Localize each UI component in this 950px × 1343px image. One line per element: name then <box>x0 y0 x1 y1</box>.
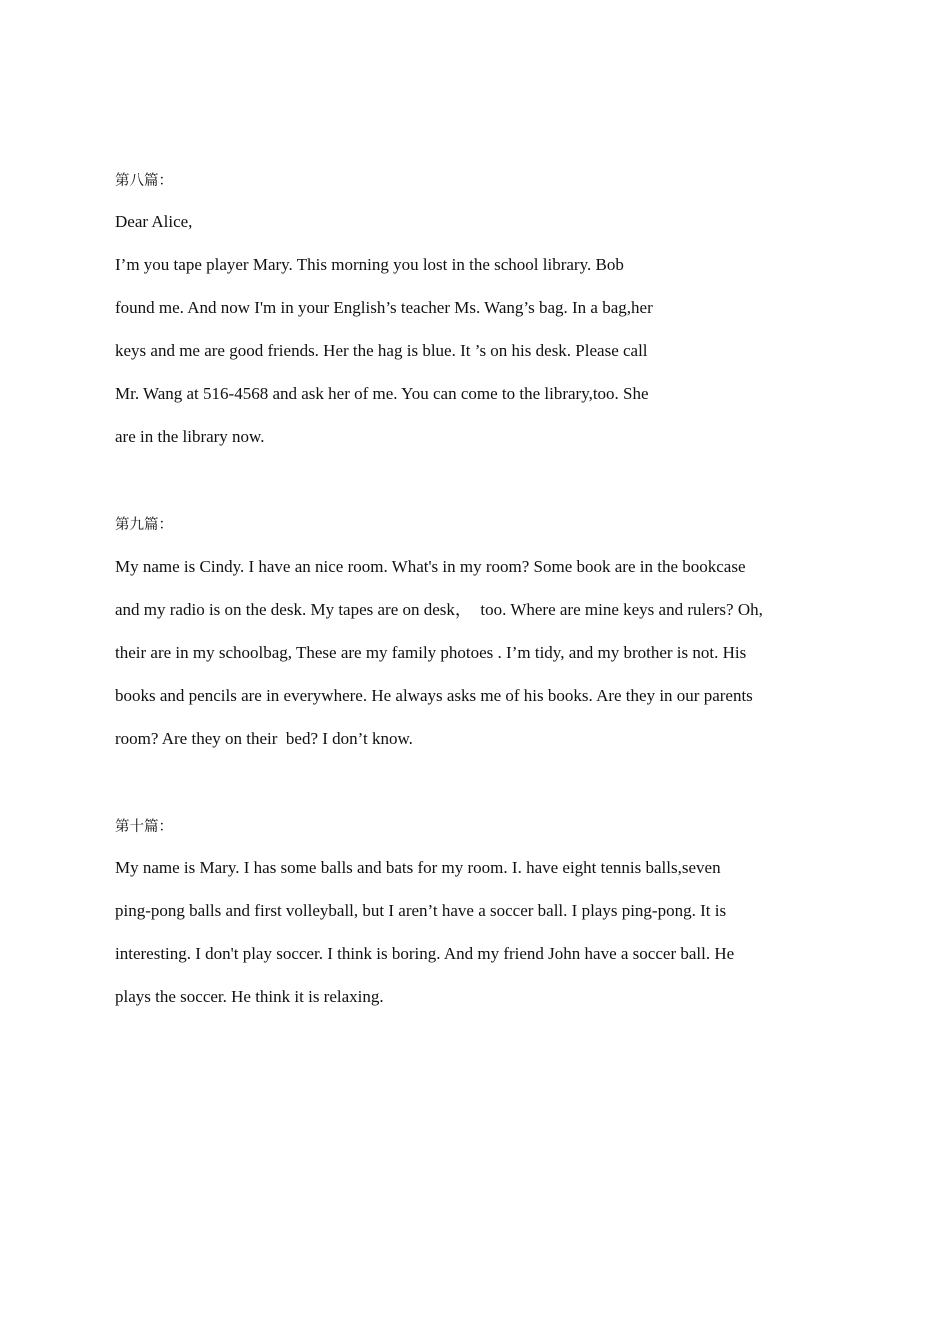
section8-line: are in the library now. <box>115 427 265 446</box>
section8-line: Mr. Wang at 516-4568 and ask her of me. You can come to the library,too. She <box>115 384 649 403</box>
section8-line: I’m you tape player Mary. This morning you lost in the school library. Bob <box>115 255 624 274</box>
section9-line: books and pencils are in everywhere. He always asks me of his books. Are they in our parents <box>115 686 753 705</box>
section10-line: ping-pong balls and first volleyball, but I aren’t have a soccer ball. I plays ping-pong. It is <box>115 901 727 920</box>
section9-line: their are in my schoolbag, These are my family photoes . I’m tidy, and my brother is not. His <box>115 643 747 662</box>
section8-line: found me. And now I'm in your English’s teacher Ms. Wang’s bag. In a bag,her <box>115 298 653 317</box>
section10-line: plays the soccer. He think it is relaxing. <box>115 987 384 1006</box>
section9-line: and my radio is on the desk. My tapes are on desk， too. Where are mine keys and rulers? Oh, <box>115 600 763 619</box>
section9-line: My name is Cindy. I have an nice room. What's in my room? Some book are in the bookcase <box>115 557 746 576</box>
section8-heading: 第八篇： <box>115 173 173 189</box>
section10-line: interesting. I don't play soccer. I think is boring. And my friend John have a soccer ball. He <box>115 944 735 963</box>
section9-heading: 第九篇： <box>115 517 173 533</box>
section8-greeting: Dear Alice, <box>115 212 193 231</box>
section10-line: My name is Mary. I has some balls and bats for my room. I. have eight tennis balls,seven <box>115 858 721 877</box>
section10-heading: 第十篇： <box>115 819 173 835</box>
section9-line: room? Are they on their bed? I don’t know. <box>115 729 413 748</box>
section8-line: keys and me are good friends. Her the hag is blue. It ’s on his desk. Please call <box>115 341 648 360</box>
